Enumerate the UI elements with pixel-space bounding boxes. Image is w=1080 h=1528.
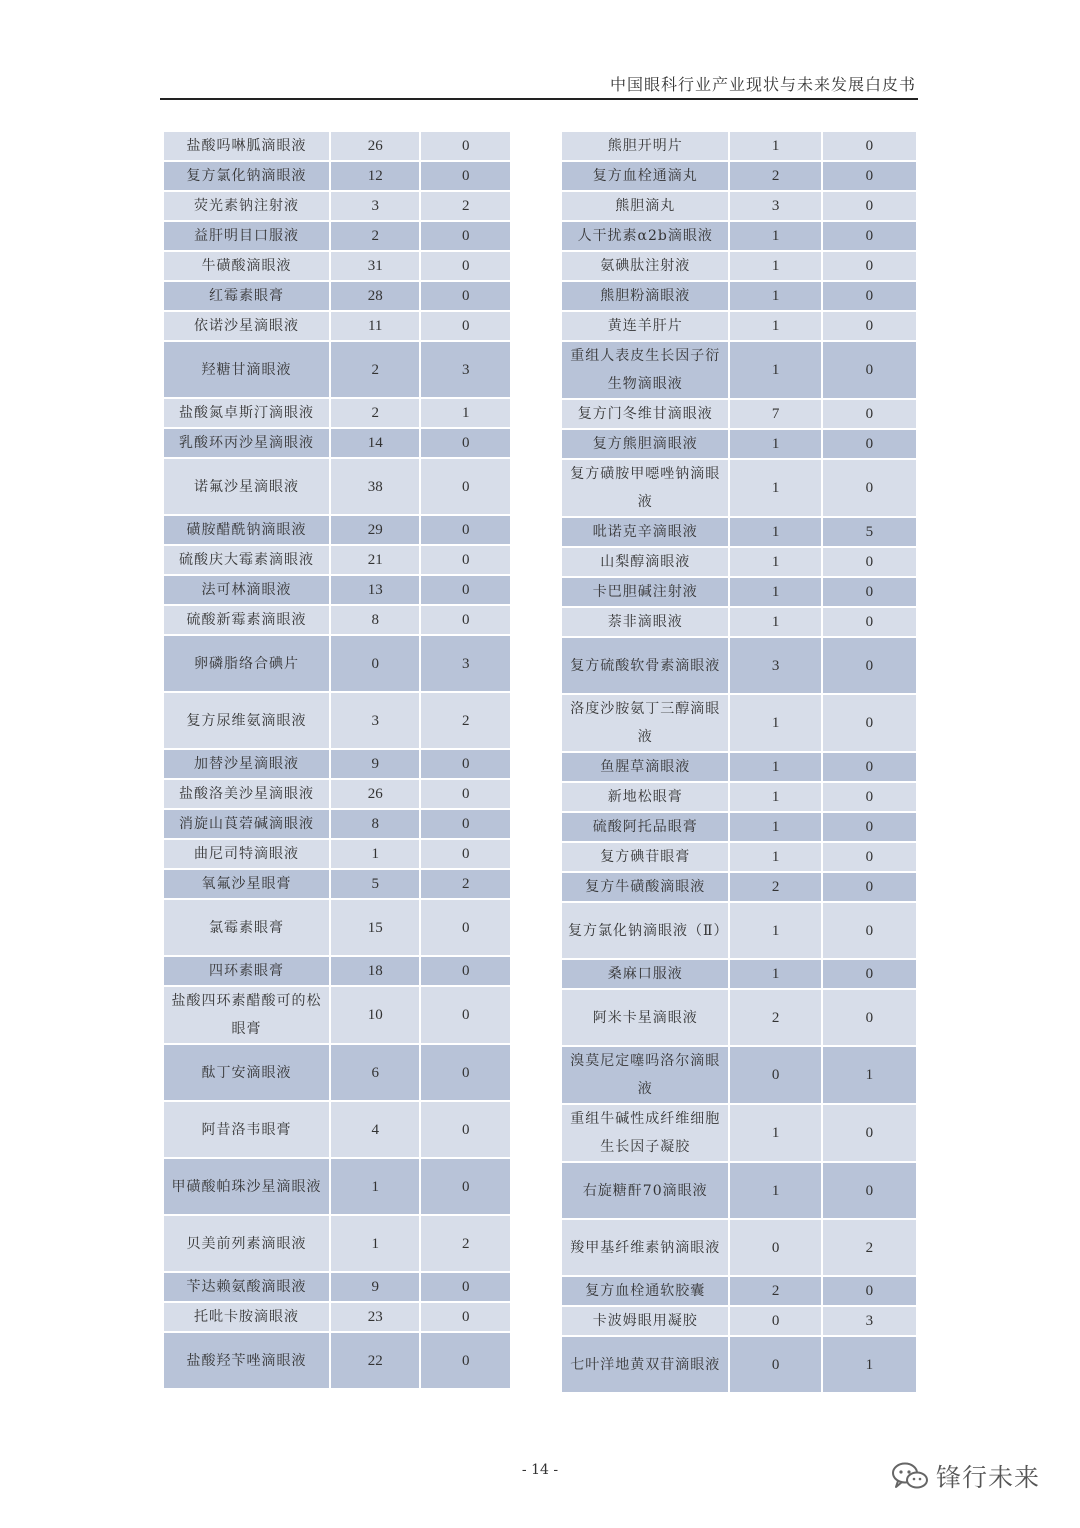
table-row	[163, 398, 511, 428]
count-a-cell: 12	[330, 161, 421, 191]
count-a-cell: 1	[729, 547, 821, 577]
table-row	[561, 161, 917, 191]
drug-name-cell: 桑麻口服液	[561, 959, 729, 989]
count-b-cell: 0	[420, 809, 511, 839]
count-b-cell: 0	[822, 1162, 917, 1219]
table-row	[561, 517, 917, 547]
table-row	[163, 1158, 511, 1215]
drug-name-cell: 重组人表皮生长因子衍生物滴眼液	[561, 341, 729, 399]
count-b-cell: 0	[822, 959, 917, 989]
count-a-cell: 26	[330, 131, 421, 161]
table-row	[163, 458, 511, 515]
count-a-cell: 10	[330, 986, 421, 1044]
count-a-cell: 3	[729, 637, 821, 694]
table-row	[163, 809, 511, 839]
count-b-cell: 2	[420, 191, 511, 221]
count-b-cell: 0	[420, 1158, 511, 1215]
drug-name-cell: 熊胆粉滴眼液	[561, 281, 729, 311]
drug-name-cell: 萘非滴眼液	[561, 607, 729, 637]
count-b-cell: 0	[822, 694, 917, 752]
count-b-cell: 0	[420, 515, 511, 545]
table-row	[163, 635, 511, 692]
count-a-cell: 6	[330, 1044, 421, 1101]
drug-name-cell: 复方尿维氨滴眼液	[163, 692, 330, 749]
table-row	[163, 839, 511, 869]
drug-name-cell: 磺胺醋酰钠滴眼液	[163, 515, 330, 545]
count-a-cell: 1	[330, 839, 421, 869]
count-b-cell: 0	[420, 281, 511, 311]
drug-name-cell: 甲磺酸帕珠沙星滴眼液	[163, 1158, 330, 1215]
drug-name-cell: 盐酸四环素醋酸可的松眼膏	[163, 986, 330, 1044]
count-b-cell: 0	[822, 341, 917, 399]
table-row	[561, 637, 917, 694]
drug-name-cell: 乳酸环丙沙星滴眼液	[163, 428, 330, 458]
table-row	[561, 399, 917, 429]
drug-name-cell: 加替沙星滴眼液	[163, 749, 330, 779]
count-a-cell: 18	[330, 956, 421, 986]
count-b-cell: 0	[420, 749, 511, 779]
drug-name-cell: 羧甲基纤维素钠滴眼液	[561, 1219, 729, 1276]
count-b-cell: 0	[822, 221, 917, 251]
table-row	[163, 899, 511, 956]
drug-name-cell: 黄连羊肝片	[561, 311, 729, 341]
drug-name-cell: 阿米卡星滴眼液	[561, 989, 729, 1046]
drug-name-cell: 氨碘肽注射液	[561, 251, 729, 281]
count-b-cell: 0	[420, 986, 511, 1044]
table-row	[561, 221, 917, 251]
count-a-cell: 1	[729, 694, 821, 752]
table-row	[163, 311, 511, 341]
table-row	[561, 752, 917, 782]
drug-name-cell: 硫酸庆大霉素滴眼液	[163, 545, 330, 575]
count-a-cell: 3	[330, 191, 421, 221]
count-a-cell: 8	[330, 605, 421, 635]
table-row	[163, 605, 511, 635]
table-row	[561, 989, 917, 1046]
drug-name-cell: 羟糖甘滴眼液	[163, 341, 330, 398]
watermark	[890, 1458, 1040, 1494]
count-b-cell: 0	[420, 545, 511, 575]
count-b-cell: 1	[822, 1046, 917, 1104]
count-b-cell: 0	[420, 311, 511, 341]
table-row	[561, 1276, 917, 1306]
table-row	[163, 986, 511, 1044]
count-a-cell: 1	[729, 577, 821, 607]
drug-name-cell: 熊胆滴丸	[561, 191, 729, 221]
drug-name-cell: 重组牛碱性成纤维细胞生长因子凝胶	[561, 1104, 729, 1162]
table-row	[561, 842, 917, 872]
count-a-cell: 0	[729, 1046, 821, 1104]
count-a-cell: 1	[729, 607, 821, 637]
table-row	[561, 459, 917, 517]
drug-name-cell: 复方硫酸软骨素滴眼液	[561, 637, 729, 694]
count-a-cell: 1	[729, 341, 821, 399]
watermark-text: 锋行未来	[936, 1463, 1041, 1492]
drug-name-cell: 氯霉素眼膏	[163, 899, 330, 956]
count-b-cell: 3	[822, 1306, 917, 1336]
drug-name-cell: 盐酸氮卓斯汀滴眼液	[163, 398, 330, 428]
count-a-cell: 9	[330, 749, 421, 779]
count-b-cell: 0	[420, 1101, 511, 1158]
count-b-cell: 0	[822, 812, 917, 842]
count-b-cell: 0	[420, 161, 511, 191]
drug-name-cell: 牛磺酸滴眼液	[163, 251, 330, 281]
drug-name-cell: 红霉素眼膏	[163, 281, 330, 311]
table-row	[561, 694, 917, 752]
table-row	[163, 869, 511, 899]
count-a-cell: 7	[729, 399, 821, 429]
table-row	[163, 1101, 511, 1158]
count-a-cell: 1	[330, 1215, 421, 1272]
count-a-cell: 2	[729, 989, 821, 1046]
drug-name-cell: 新地松眼膏	[561, 782, 729, 812]
count-a-cell: 1	[729, 281, 821, 311]
table-row	[561, 311, 917, 341]
count-b-cell: 0	[822, 161, 917, 191]
count-a-cell: 2	[729, 1276, 821, 1306]
drug-name-cell: 吡诺克辛滴眼液	[561, 517, 729, 547]
count-b-cell: 0	[420, 251, 511, 281]
drug-name-cell: 曲尼司特滴眼液	[163, 839, 330, 869]
drug-name-cell: 溴莫尼定噻吗洛尔滴眼液	[561, 1046, 729, 1104]
drug-name-cell: 盐酸洛美沙星滴眼液	[163, 779, 330, 809]
drug-name-cell: 复方门冬维甘滴眼液	[561, 399, 729, 429]
count-a-cell: 1	[729, 517, 821, 547]
table-row	[561, 131, 917, 161]
count-b-cell: 2	[822, 1219, 917, 1276]
table-row	[561, 1104, 917, 1162]
count-b-cell: 3	[420, 341, 511, 398]
count-a-cell: 1	[729, 752, 821, 782]
table-row	[163, 191, 511, 221]
table-row	[561, 1046, 917, 1104]
drug-name-cell: 人干扰素α2b滴眼液	[561, 221, 729, 251]
drug-table-right	[561, 131, 917, 1393]
count-a-cell: 21	[330, 545, 421, 575]
count-b-cell: 0	[420, 839, 511, 869]
drug-name-cell: 复方熊胆滴眼液	[561, 429, 729, 459]
count-a-cell: 29	[330, 515, 421, 545]
table-row	[561, 959, 917, 989]
table-row	[163, 515, 511, 545]
drug-name-cell: 依诺沙星滴眼液	[163, 311, 330, 341]
count-a-cell: 2	[330, 341, 421, 398]
count-a-cell: 13	[330, 575, 421, 605]
count-b-cell: 0	[420, 956, 511, 986]
count-b-cell: 0	[822, 782, 917, 812]
table-row	[561, 577, 917, 607]
table-row	[163, 779, 511, 809]
table-row	[163, 1044, 511, 1101]
count-b-cell: 1	[420, 398, 511, 428]
count-a-cell: 1	[729, 902, 821, 959]
count-b-cell: 0	[822, 311, 917, 341]
count-a-cell: 2	[729, 161, 821, 191]
count-b-cell: 0	[822, 577, 917, 607]
count-b-cell: 0	[420, 1332, 511, 1389]
count-b-cell: 0	[822, 547, 917, 577]
drug-name-cell: 荧光素钠注射液	[163, 191, 330, 221]
count-a-cell: 1	[729, 221, 821, 251]
count-b-cell: 0	[420, 428, 511, 458]
table-row	[561, 1336, 917, 1393]
count-b-cell: 0	[420, 131, 511, 161]
count-b-cell: 0	[822, 607, 917, 637]
drug-name-cell: 硫酸阿托品眼膏	[561, 812, 729, 842]
page-header	[160, 68, 918, 100]
count-b-cell: 0	[420, 779, 511, 809]
count-a-cell: 3	[729, 191, 821, 221]
count-a-cell: 1	[330, 1158, 421, 1215]
count-a-cell: 28	[330, 281, 421, 311]
count-b-cell: 0	[822, 637, 917, 694]
count-b-cell: 0	[420, 899, 511, 956]
table-row	[163, 131, 511, 161]
count-a-cell: 0	[729, 1219, 821, 1276]
count-a-cell: 0	[729, 1306, 821, 1336]
table-row	[163, 545, 511, 575]
count-a-cell: 9	[330, 1272, 421, 1302]
drug-name-cell: 卡巴胆碱注射液	[561, 577, 729, 607]
drug-name-cell: 贝美前列素滴眼液	[163, 1215, 330, 1272]
count-b-cell: 0	[822, 872, 917, 902]
drug-table-left	[163, 131, 511, 1389]
table-row	[561, 191, 917, 221]
count-a-cell: 1	[729, 311, 821, 341]
count-a-cell: 3	[330, 692, 421, 749]
drug-name-cell: 盐酸吗啉胍滴眼液	[163, 131, 330, 161]
count-a-cell: 31	[330, 251, 421, 281]
count-a-cell: 2	[729, 872, 821, 902]
drug-name-cell: 复方牛磺酸滴眼液	[561, 872, 729, 902]
table-row	[561, 547, 917, 577]
count-b-cell: 0	[822, 459, 917, 517]
count-b-cell: 0	[420, 458, 511, 515]
drug-name-cell: 苄达赖氨酸滴眼液	[163, 1272, 330, 1302]
count-b-cell: 0	[822, 902, 917, 959]
drug-name-cell: 诺氟沙星滴眼液	[163, 458, 330, 515]
drug-name-cell: 氧氟沙星眼膏	[163, 869, 330, 899]
count-a-cell: 1	[729, 251, 821, 281]
count-a-cell: 2	[330, 221, 421, 251]
count-a-cell: 11	[330, 311, 421, 341]
drug-name-cell: 卵磷脂络合碘片	[163, 635, 330, 692]
count-b-cell: 0	[822, 989, 917, 1046]
drug-name-cell: 右旋糖酐70滴眼液	[561, 1162, 729, 1219]
count-a-cell: 22	[330, 1332, 421, 1389]
drug-name-cell: 复方氯化钠滴眼液	[163, 161, 330, 191]
count-b-cell: 2	[420, 1215, 511, 1272]
table-row	[561, 1219, 917, 1276]
count-b-cell: 0	[822, 1276, 917, 1306]
table-row	[561, 251, 917, 281]
table-row	[163, 1302, 511, 1332]
drug-name-cell: 复方碘苷眼膏	[561, 842, 729, 872]
drug-name-cell: 阿昔洛韦眼膏	[163, 1101, 330, 1158]
count-b-cell: 0	[420, 1302, 511, 1332]
count-b-cell: 0	[822, 251, 917, 281]
count-a-cell: 2	[330, 398, 421, 428]
count-b-cell: 0	[822, 752, 917, 782]
count-a-cell: 15	[330, 899, 421, 956]
table-row	[163, 575, 511, 605]
drug-name-cell: 益肝明目口服液	[163, 221, 330, 251]
drug-name-cell: 七叶洋地黄双苷滴眼液	[561, 1336, 729, 1393]
drug-name-cell: 硫酸新霉素滴眼液	[163, 605, 330, 635]
count-a-cell: 4	[330, 1101, 421, 1158]
table-row	[561, 429, 917, 459]
table-row	[561, 1162, 917, 1219]
table-row	[163, 692, 511, 749]
page-number: - 14 -	[521, 1462, 559, 1478]
document-title: 中国眼科行业产业现状与未来发展白皮书	[609, 75, 916, 94]
count-a-cell: 23	[330, 1302, 421, 1332]
table-row	[561, 607, 917, 637]
drug-name-cell: 卡波姆眼用凝胶	[561, 1306, 729, 1336]
count-a-cell: 1	[729, 131, 821, 161]
count-b-cell: 0	[822, 191, 917, 221]
table-row	[561, 902, 917, 959]
count-a-cell: 1	[729, 429, 821, 459]
table-row	[163, 1332, 511, 1389]
drug-name-cell: 山梨醇滴眼液	[561, 547, 729, 577]
count-a-cell: 14	[330, 428, 421, 458]
drug-name-cell: 四环素眼膏	[163, 956, 330, 986]
count-b-cell: 0	[822, 399, 917, 429]
drug-name-cell: 消旋山莨菪碱滴眼液	[163, 809, 330, 839]
table-row	[163, 1272, 511, 1302]
count-a-cell: 1	[729, 1104, 821, 1162]
count-a-cell: 1	[729, 459, 821, 517]
count-b-cell: 0	[822, 429, 917, 459]
drug-name-cell: 盐酸羟苄唑滴眼液	[163, 1332, 330, 1389]
count-a-cell: 8	[330, 809, 421, 839]
count-a-cell: 1	[729, 812, 821, 842]
count-b-cell: 2	[420, 692, 511, 749]
table-row	[163, 281, 511, 311]
count-b-cell: 0	[420, 1044, 511, 1101]
table-row	[163, 749, 511, 779]
count-b-cell: 0	[822, 131, 917, 161]
drug-name-cell: 法可林滴眼液	[163, 575, 330, 605]
table-row	[163, 221, 511, 251]
drug-name-cell: 复方血栓通滴丸	[561, 161, 729, 191]
count-b-cell: 0	[420, 221, 511, 251]
drug-name-cell: 复方磺胺甲噁唑钠滴眼液	[561, 459, 729, 517]
table-row	[163, 161, 511, 191]
count-a-cell: 38	[330, 458, 421, 515]
count-a-cell: 1	[729, 959, 821, 989]
wechat-icon	[890, 1461, 930, 1491]
table-row	[561, 1306, 917, 1336]
count-b-cell: 3	[420, 635, 511, 692]
table-row	[561, 782, 917, 812]
count-b-cell: 2	[420, 869, 511, 899]
count-b-cell: 0	[822, 281, 917, 311]
count-a-cell: 5	[330, 869, 421, 899]
count-b-cell: 0	[822, 1104, 917, 1162]
count-b-cell: 1	[822, 1336, 917, 1393]
drug-name-cell: 复方氯化钠滴眼液（Ⅱ）	[561, 902, 729, 959]
drug-name-cell: 酞丁安滴眼液	[163, 1044, 330, 1101]
drug-name-cell: 托吡卡胺滴眼液	[163, 1302, 330, 1332]
table-row	[163, 428, 511, 458]
count-b-cell: 0	[420, 605, 511, 635]
drug-name-cell: 熊胆开明片	[561, 131, 729, 161]
drug-name-cell: 鱼腥草滴眼液	[561, 752, 729, 782]
count-b-cell: 0	[420, 575, 511, 605]
count-a-cell: 1	[729, 842, 821, 872]
count-b-cell: 0	[822, 842, 917, 872]
table-row	[163, 1215, 511, 1272]
table-row	[561, 812, 917, 842]
count-b-cell: 0	[420, 1272, 511, 1302]
table-row	[163, 341, 511, 398]
drug-name-cell: 洛度沙胺氨丁三醇滴眼液	[561, 694, 729, 752]
table-row	[561, 281, 917, 311]
count-a-cell: 0	[330, 635, 421, 692]
drug-name-cell: 复方血栓通软胶囊	[561, 1276, 729, 1306]
count-a-cell: 0	[729, 1336, 821, 1393]
table-row	[561, 341, 917, 399]
count-b-cell: 5	[822, 517, 917, 547]
count-a-cell: 26	[330, 779, 421, 809]
table-row	[561, 872, 917, 902]
count-a-cell: 1	[729, 782, 821, 812]
table-row	[163, 956, 511, 986]
count-a-cell: 1	[729, 1162, 821, 1219]
table-row	[163, 251, 511, 281]
